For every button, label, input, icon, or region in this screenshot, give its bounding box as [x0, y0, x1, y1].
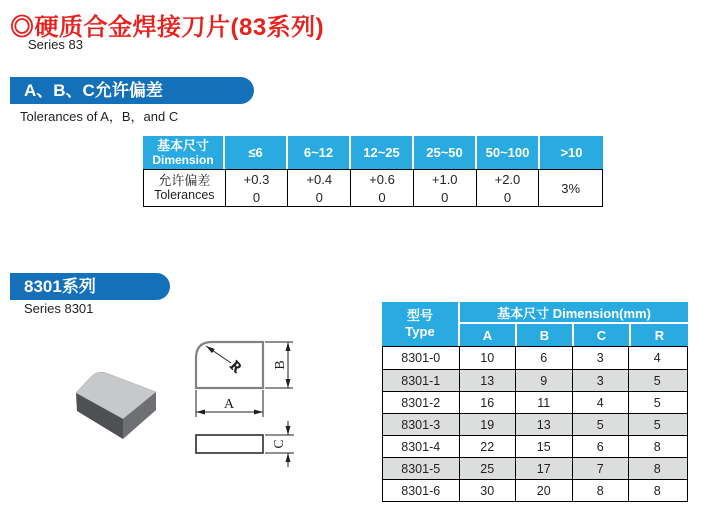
col-header-r: R: [631, 324, 688, 346]
tolerance-col-header: 12~25: [351, 136, 414, 169]
cell-a: 25: [460, 458, 517, 479]
blade-diagram-svg: [60, 332, 332, 484]
tolerance-upper: +0.6: [369, 172, 395, 187]
table-row: [383, 391, 687, 413]
cell-b: 15: [516, 436, 573, 457]
cell-a: 19: [460, 414, 517, 435]
width-label: A: [223, 397, 235, 412]
dimension-header-group: [460, 302, 688, 346]
tolerance-header-cn: 基本尺寸: [156, 137, 209, 153]
table-row: [383, 347, 687, 369]
cell-r: 8: [653, 439, 661, 454]
height-label: B: [273, 360, 288, 370]
tolerance-lower: 0: [378, 190, 386, 205]
tolerance-header-en: Dimension: [152, 152, 214, 167]
tolerance-upper: +0.4: [306, 172, 333, 187]
cell-b: 6: [516, 347, 573, 369]
tolerance-upper: +0.3: [243, 172, 270, 187]
tolerance-upper: +1.0: [431, 172, 458, 187]
table-row: [383, 413, 687, 435]
series8301-table-header: [382, 302, 688, 346]
cell-a: 13: [460, 370, 517, 391]
cell-b: 17: [516, 458, 573, 479]
col-header-c: C: [574, 324, 631, 346]
tolerance-upper: +2.0: [494, 172, 521, 187]
cell-type: 8301-6: [383, 480, 460, 501]
cell-r: 5: [653, 395, 661, 410]
cell-r: 5: [653, 373, 661, 388]
tolerance-row-label: [144, 170, 226, 206]
cell-c: 3: [573, 347, 630, 369]
table-row: [383, 479, 687, 501]
cell-b: 13: [516, 414, 573, 435]
table-row: [383, 435, 687, 457]
tolerance-value-cell: [414, 170, 477, 206]
tolerance-value-cell: [226, 170, 289, 206]
tolerance-table-row: [143, 169, 603, 207]
cell-a: 22: [460, 436, 517, 457]
tolerance-lower: 0: [503, 190, 512, 205]
tolerance-value-cell: [288, 170, 351, 206]
tolerance-col-header: 50~100: [477, 136, 540, 169]
dimension-header: 基本尺寸 Dimension(mm): [460, 302, 688, 324]
side-view: [196, 421, 294, 467]
tolerance-table-header: [143, 136, 603, 169]
tolerance-table: [143, 136, 603, 207]
tolerance-col-header: ≤6: [225, 136, 288, 169]
cell-a: 30: [460, 480, 517, 501]
cell-b: 20: [516, 480, 573, 501]
type-header-cn: 型号: [406, 308, 433, 323]
series8301-table-body: [382, 346, 688, 502]
series8301-table: [382, 302, 688, 502]
cell-r: 8: [653, 483, 661, 498]
dimension-subheaders: [460, 324, 688, 346]
cell-type: 8301-3: [383, 414, 460, 435]
cell-c: 6: [573, 436, 630, 457]
tolerance-col-header: >10: [540, 136, 603, 169]
cell-r: 5: [653, 417, 661, 432]
cell-c: 5: [573, 414, 630, 435]
dimension-diagram: [60, 332, 332, 484]
thickness-label: C: [272, 439, 287, 449]
tolerance-row-label-en: Tolerances: [154, 188, 215, 202]
cell-c: 8: [573, 480, 630, 501]
cell-type: 8301-1: [383, 370, 460, 391]
tolerance-row-label-cn: 允许偏差: [158, 173, 211, 188]
cell-b: 11: [516, 392, 573, 413]
cell-type: 8301-2: [383, 392, 460, 413]
cell-c: 7: [573, 458, 630, 479]
cell-type: 8301-5: [383, 458, 460, 479]
table-row: [383, 457, 687, 479]
type-column-header: [382, 302, 460, 346]
cell-r: 8: [653, 461, 661, 476]
tolerance-lower: 0: [252, 190, 261, 205]
type-header-en: Type: [405, 324, 435, 339]
cell-type: 8301-4: [383, 436, 460, 457]
radius-label: R: [226, 358, 244, 376]
cell-a: 10: [460, 347, 517, 369]
cell-type: 8301-0: [383, 347, 460, 369]
tolerance-section-banner: A、B、C允许偏差: [10, 77, 254, 104]
cell-r: 4: [653, 351, 661, 365]
tolerance-lower: 0: [441, 190, 449, 205]
cell-c: 4: [573, 392, 630, 413]
col-header-b: B: [517, 324, 574, 346]
series8301-subtitle: Series 8301: [24, 301, 94, 316]
col-header-a: A: [460, 324, 517, 346]
cell-a: 16: [460, 392, 517, 413]
tolerance-lower: 0: [315, 190, 323, 205]
blade-3d-view: [76, 372, 156, 439]
table-row: [383, 369, 687, 391]
tolerance-value-cell: [477, 170, 540, 206]
tolerance-header-dimension: [143, 136, 225, 169]
page-title: ◎硬质合金焊接刀片(83系列): [10, 14, 325, 41]
tolerance-col-header: 6~12: [288, 136, 351, 169]
tolerance-col-header: 25~50: [414, 136, 477, 169]
cell-b: 9: [516, 370, 573, 391]
tolerance-section-subtitle: Tolerances of A，B，and C: [20, 109, 179, 124]
plan-view: [196, 342, 293, 417]
cell-c: 3: [573, 370, 630, 391]
series-subtitle: Series 83: [28, 37, 83, 52]
tolerance-percent-cell: 3%: [561, 180, 581, 196]
tolerance-value-cell: [351, 170, 414, 206]
series8301-section-banner: 8301系列: [10, 273, 170, 300]
